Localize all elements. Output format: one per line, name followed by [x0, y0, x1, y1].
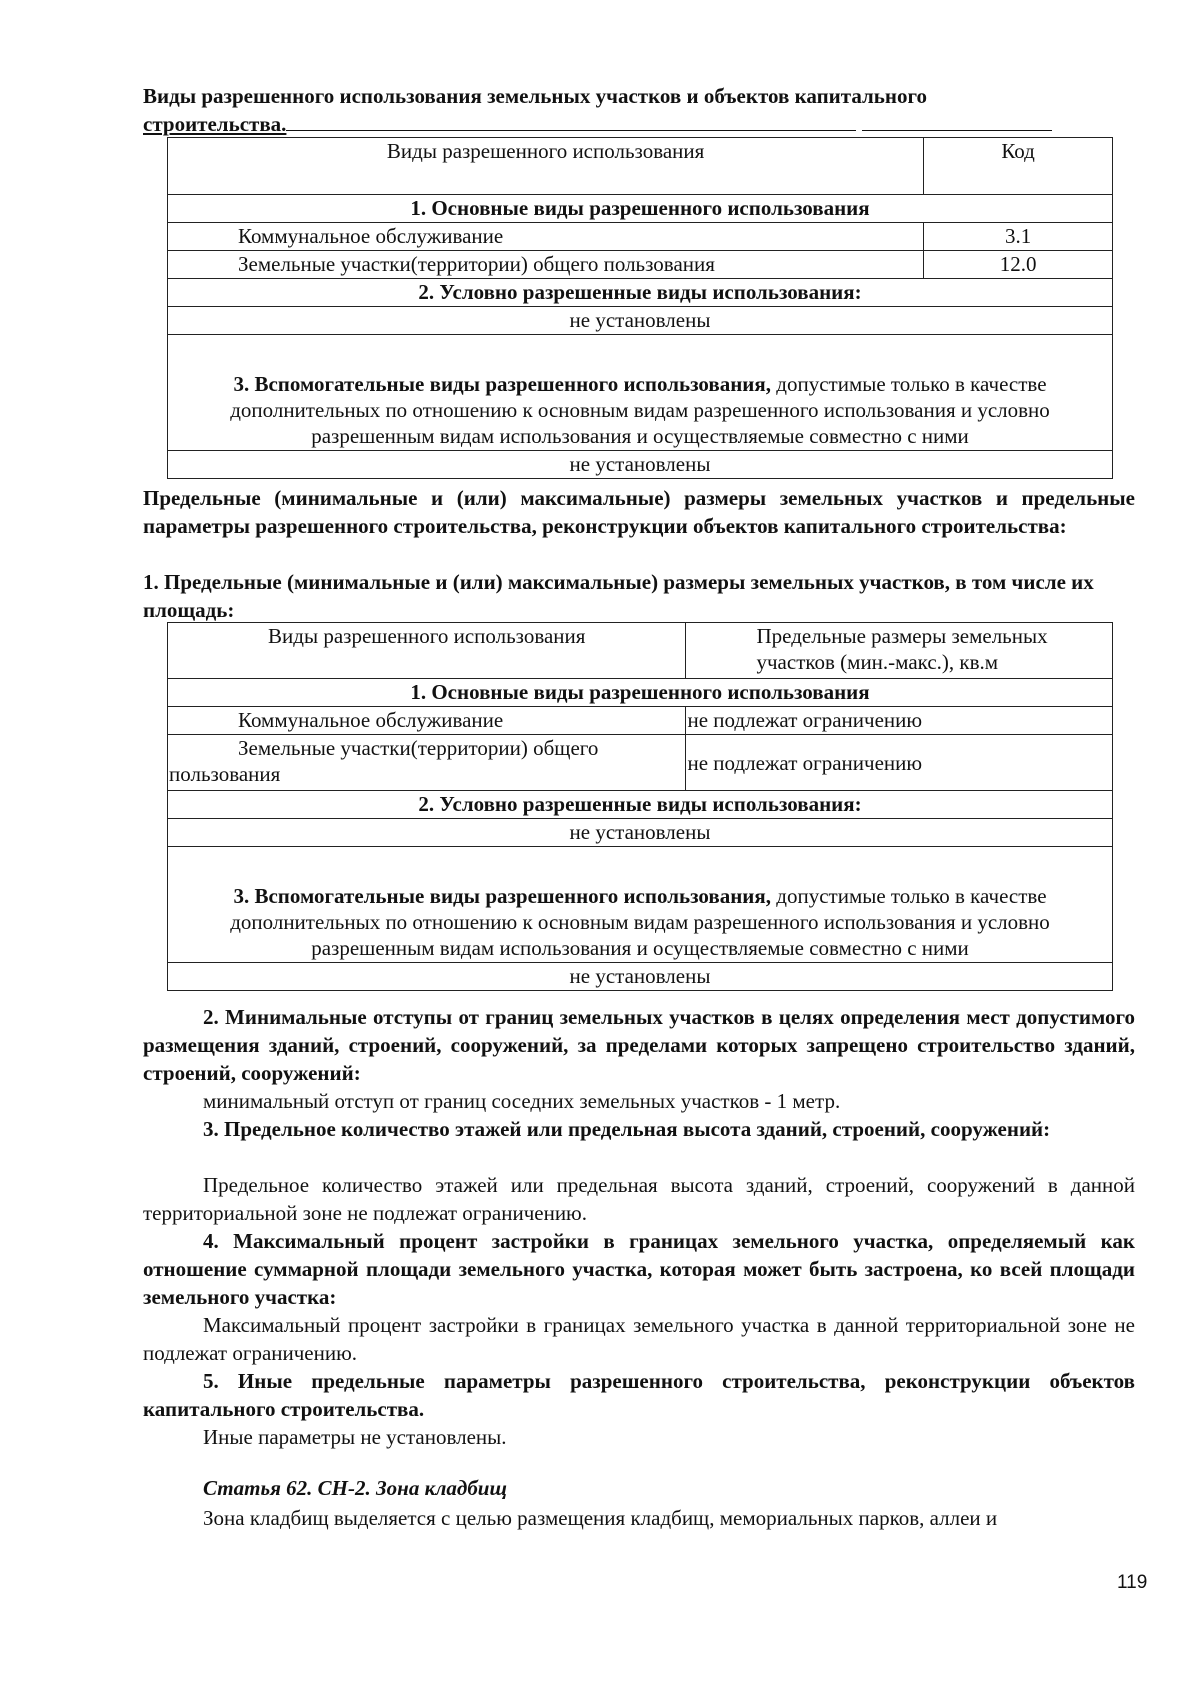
item-title: 2. Минимальные отступы от границ земельных участков в целях определения мест допустимого размещения зданий, строений, сооружений, за пределами которых запрещено строительство зданий, строений, сооружений:	[143, 1005, 1135, 1085]
col-header-limits: Предельные размеры земельных участков (мин.-макс.), кв.м	[686, 623, 1113, 679]
use-name-line-2: пользования	[169, 762, 281, 786]
item-text: Максимальный процент застройки в границах земельного участка в данной территориальной зоне не подлежат ограничению.	[143, 1313, 1135, 1365]
col-header-code: Код	[924, 138, 1113, 195]
item-title: 3. Предельное количество этажей или предельная высота зданий, строений, сооружений:	[203, 1117, 1051, 1141]
section-title-conditional: 2. Условно разрешенные виды использования:	[168, 791, 1113, 819]
section-auxiliary	[168, 847, 1113, 963]
use-name: Земельные участки(территории) общего пользования	[168, 251, 924, 279]
section-title-auxiliary: 3. Вспомогательные виды разрешенного использования,	[233, 884, 772, 908]
section-heading	[143, 82, 1063, 138]
page-number: 119	[1117, 1572, 1148, 1593]
section-auxiliary	[168, 335, 1113, 451]
plot-size-table	[167, 622, 1113, 991]
heading-line-2: строительства.	[143, 110, 1063, 138]
section-value-auxiliary: не установлены	[168, 451, 1113, 479]
use-name-line-1: Земельные участки(территории) общего	[238, 736, 599, 760]
item-text: Предельное количество этажей или предельная высота зданий, строений, сооружений в данной территориальной зоне не подлежат ограничению.	[143, 1173, 1135, 1225]
use-name: Коммунальное обслуживание	[168, 223, 924, 251]
limits-subheading: 1. Предельные (минимальные и (или) максимальные) размеры земельных участков, в том числе их площадь:	[143, 570, 1094, 622]
size-limit: не подлежат ограничению	[686, 735, 1113, 791]
table-row	[168, 707, 1113, 735]
section-title-conditional: 2. Условно разрешенные виды использования:	[168, 279, 1113, 307]
section-desc-auxiliary: допустимые только в качестве дополнительных по отношению к основным видам разрешенного использования и условно разрешенным видам использования и осуществляемые совместно с ними	[230, 372, 1050, 448]
article-text: Зона кладбищ выделяется с целью размещения кладбищ, мемориальных парков, аллеи и	[203, 1506, 998, 1530]
table-row	[168, 251, 1113, 279]
section-desc-auxiliary: допустимые только в качестве дополнительных по отношению к основным видам разрешенного использования и условно разрешенным видам использования и осуществляемые совместно с ними	[230, 884, 1050, 960]
item-title: 5. Иные предельные параметры разрешенного строительства, реконструкции объектов капитального строительства.	[143, 1369, 1135, 1421]
table-row	[168, 735, 1113, 791]
section-title-auxiliary: 3. Вспомогательные виды разрешенного использования,	[233, 372, 772, 396]
article-title: Статья 62. СН-2. Зона кладбищ	[203, 1476, 507, 1500]
col-header-use: Виды разрешенного использования	[168, 138, 924, 195]
section-value-auxiliary: не установлены	[168, 963, 1113, 991]
use-code: 12.0	[924, 251, 1113, 279]
section-value-conditional: не установлены	[168, 307, 1113, 335]
table-header-row	[168, 138, 1113, 195]
item-title: 4. Максимальный процент застройки в границах земельного участка, определяемый как отношение суммарной площади земельного участка, которая может быть застроена, ко всей площади земельного участка:	[143, 1229, 1135, 1309]
item-text: Иные параметры не установлены.	[203, 1425, 507, 1449]
permitted-use-table	[167, 137, 1113, 479]
table-row	[168, 223, 1113, 251]
table-header-row	[168, 623, 1113, 679]
size-limit: не подлежат ограничению	[686, 707, 1113, 735]
use-name	[168, 735, 686, 791]
section-title-main: 1. Основные виды разрешенного использования	[168, 679, 1113, 707]
section-value-conditional: не установлены	[168, 819, 1113, 847]
heading-line-1: Виды разрешенного использования земельных участков и объектов капитального	[143, 84, 928, 108]
section-title-main: 1. Основные виды разрешенного использования	[168, 195, 1113, 223]
use-code: 3.1	[924, 223, 1113, 251]
limits-heading: Предельные (минимальные и (или) максимальные) размеры земельных участков и предельные параметры разрешенного строительства, реконструкции объектов капитального строительства:	[143, 486, 1135, 538]
use-name: Коммунальное обслуживание	[168, 707, 686, 735]
item-text: минимальный отступ от границ соседних земельных участков - 1 метр.	[203, 1089, 841, 1113]
col-header-use: Виды разрешенного использования	[168, 623, 686, 679]
